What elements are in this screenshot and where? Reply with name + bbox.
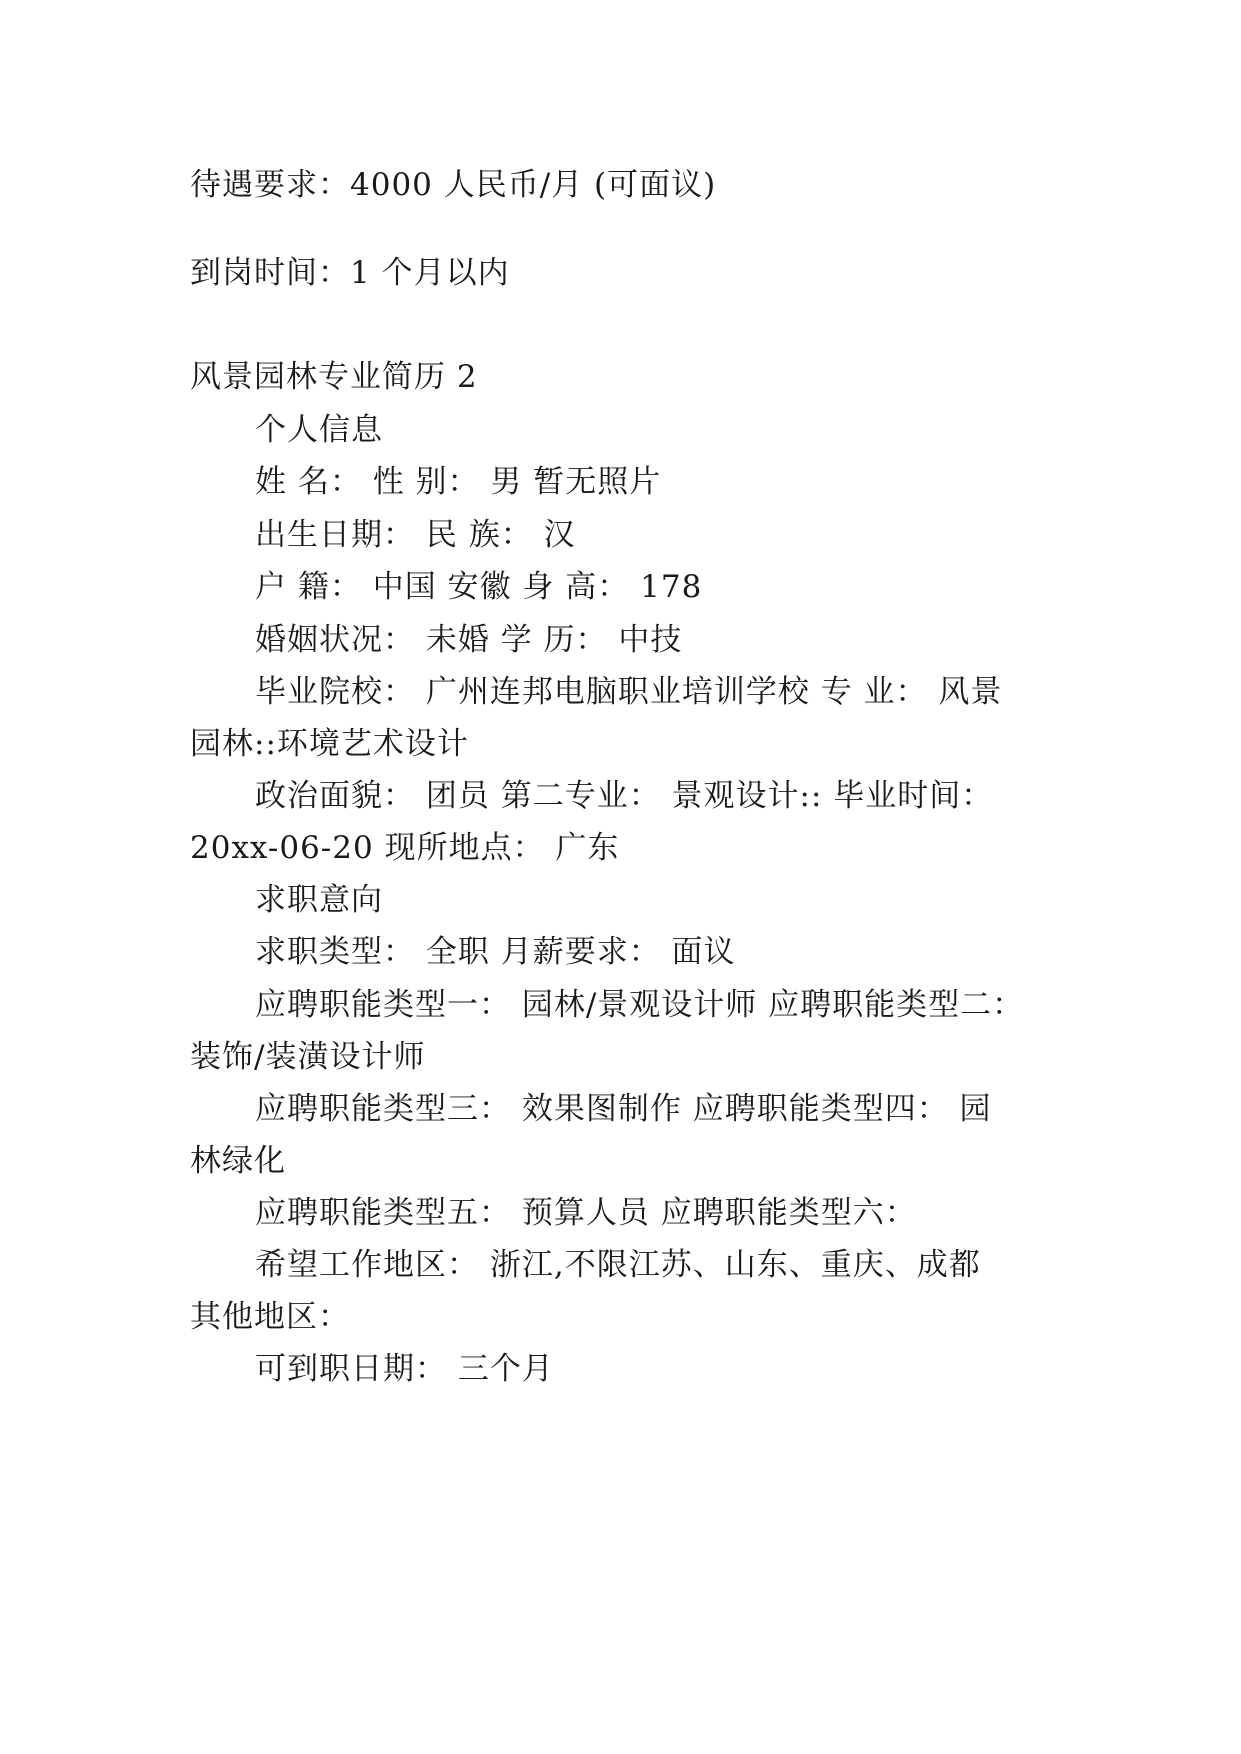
marital-education-line: 婚姻状况： 未婚 学 历： 中技 [255,622,683,658]
job-function-4-cont: 林绿化 [190,1143,286,1179]
available-date-line: 可到职日期： 三个月 [255,1351,554,1387]
job-function-1-2-line: 应聘职能类型一： 园林/景观设计师 应聘职能类型二： [255,987,1025,1023]
section-heading-job-intention: 求职意向 [255,882,383,918]
household-height-line: 户 籍： 中国 安徽 身 高： 178 [255,569,703,605]
job-type-salary-line: 求职类型： 全职 月薪要求： 面议 [255,934,736,970]
political-second-major-line: 政治面貌： 团员 第二专业： 景观设计:: 毕业时间： [255,778,994,814]
desired-region-line: 希望工作地区： 浙江,不限江苏、山东、重庆、成都 [255,1247,981,1283]
school-major-line-cont: 园林::环境艺术设计 [190,726,469,762]
birthdate-ethnicity-line: 出生日期： 民 族： 汉 [255,517,576,553]
section-heading-personal-info: 个人信息 [255,412,383,448]
resume-title: 风景园林专业简历 2 [190,359,478,395]
graduation-location-line: 20xx-06-20 现所地点： 广东 [190,830,620,866]
job-function-2-cont: 装饰/装潢设计师 [190,1039,426,1075]
job-function-3-4-line: 应聘职能类型三： 效果图制作 应聘职能类型四： 园 [255,1091,992,1127]
salary-requirement-line: 待遇要求：4000 人民币/月 (可面议) [190,167,717,203]
start-time-line: 到岗时间：1 个月以内 [190,255,510,291]
other-regions-line: 其他地区： [190,1299,350,1335]
name-gender-line: 姓 名： 性 别： 男 暂无照片 [255,464,662,500]
school-major-line: 毕业院校： 广州连邦电脑职业培训学校 专 业： 风景 [255,674,1003,710]
job-function-5-6-line: 应聘职能类型五： 预算人员 应聘职能类型六： [255,1195,917,1231]
